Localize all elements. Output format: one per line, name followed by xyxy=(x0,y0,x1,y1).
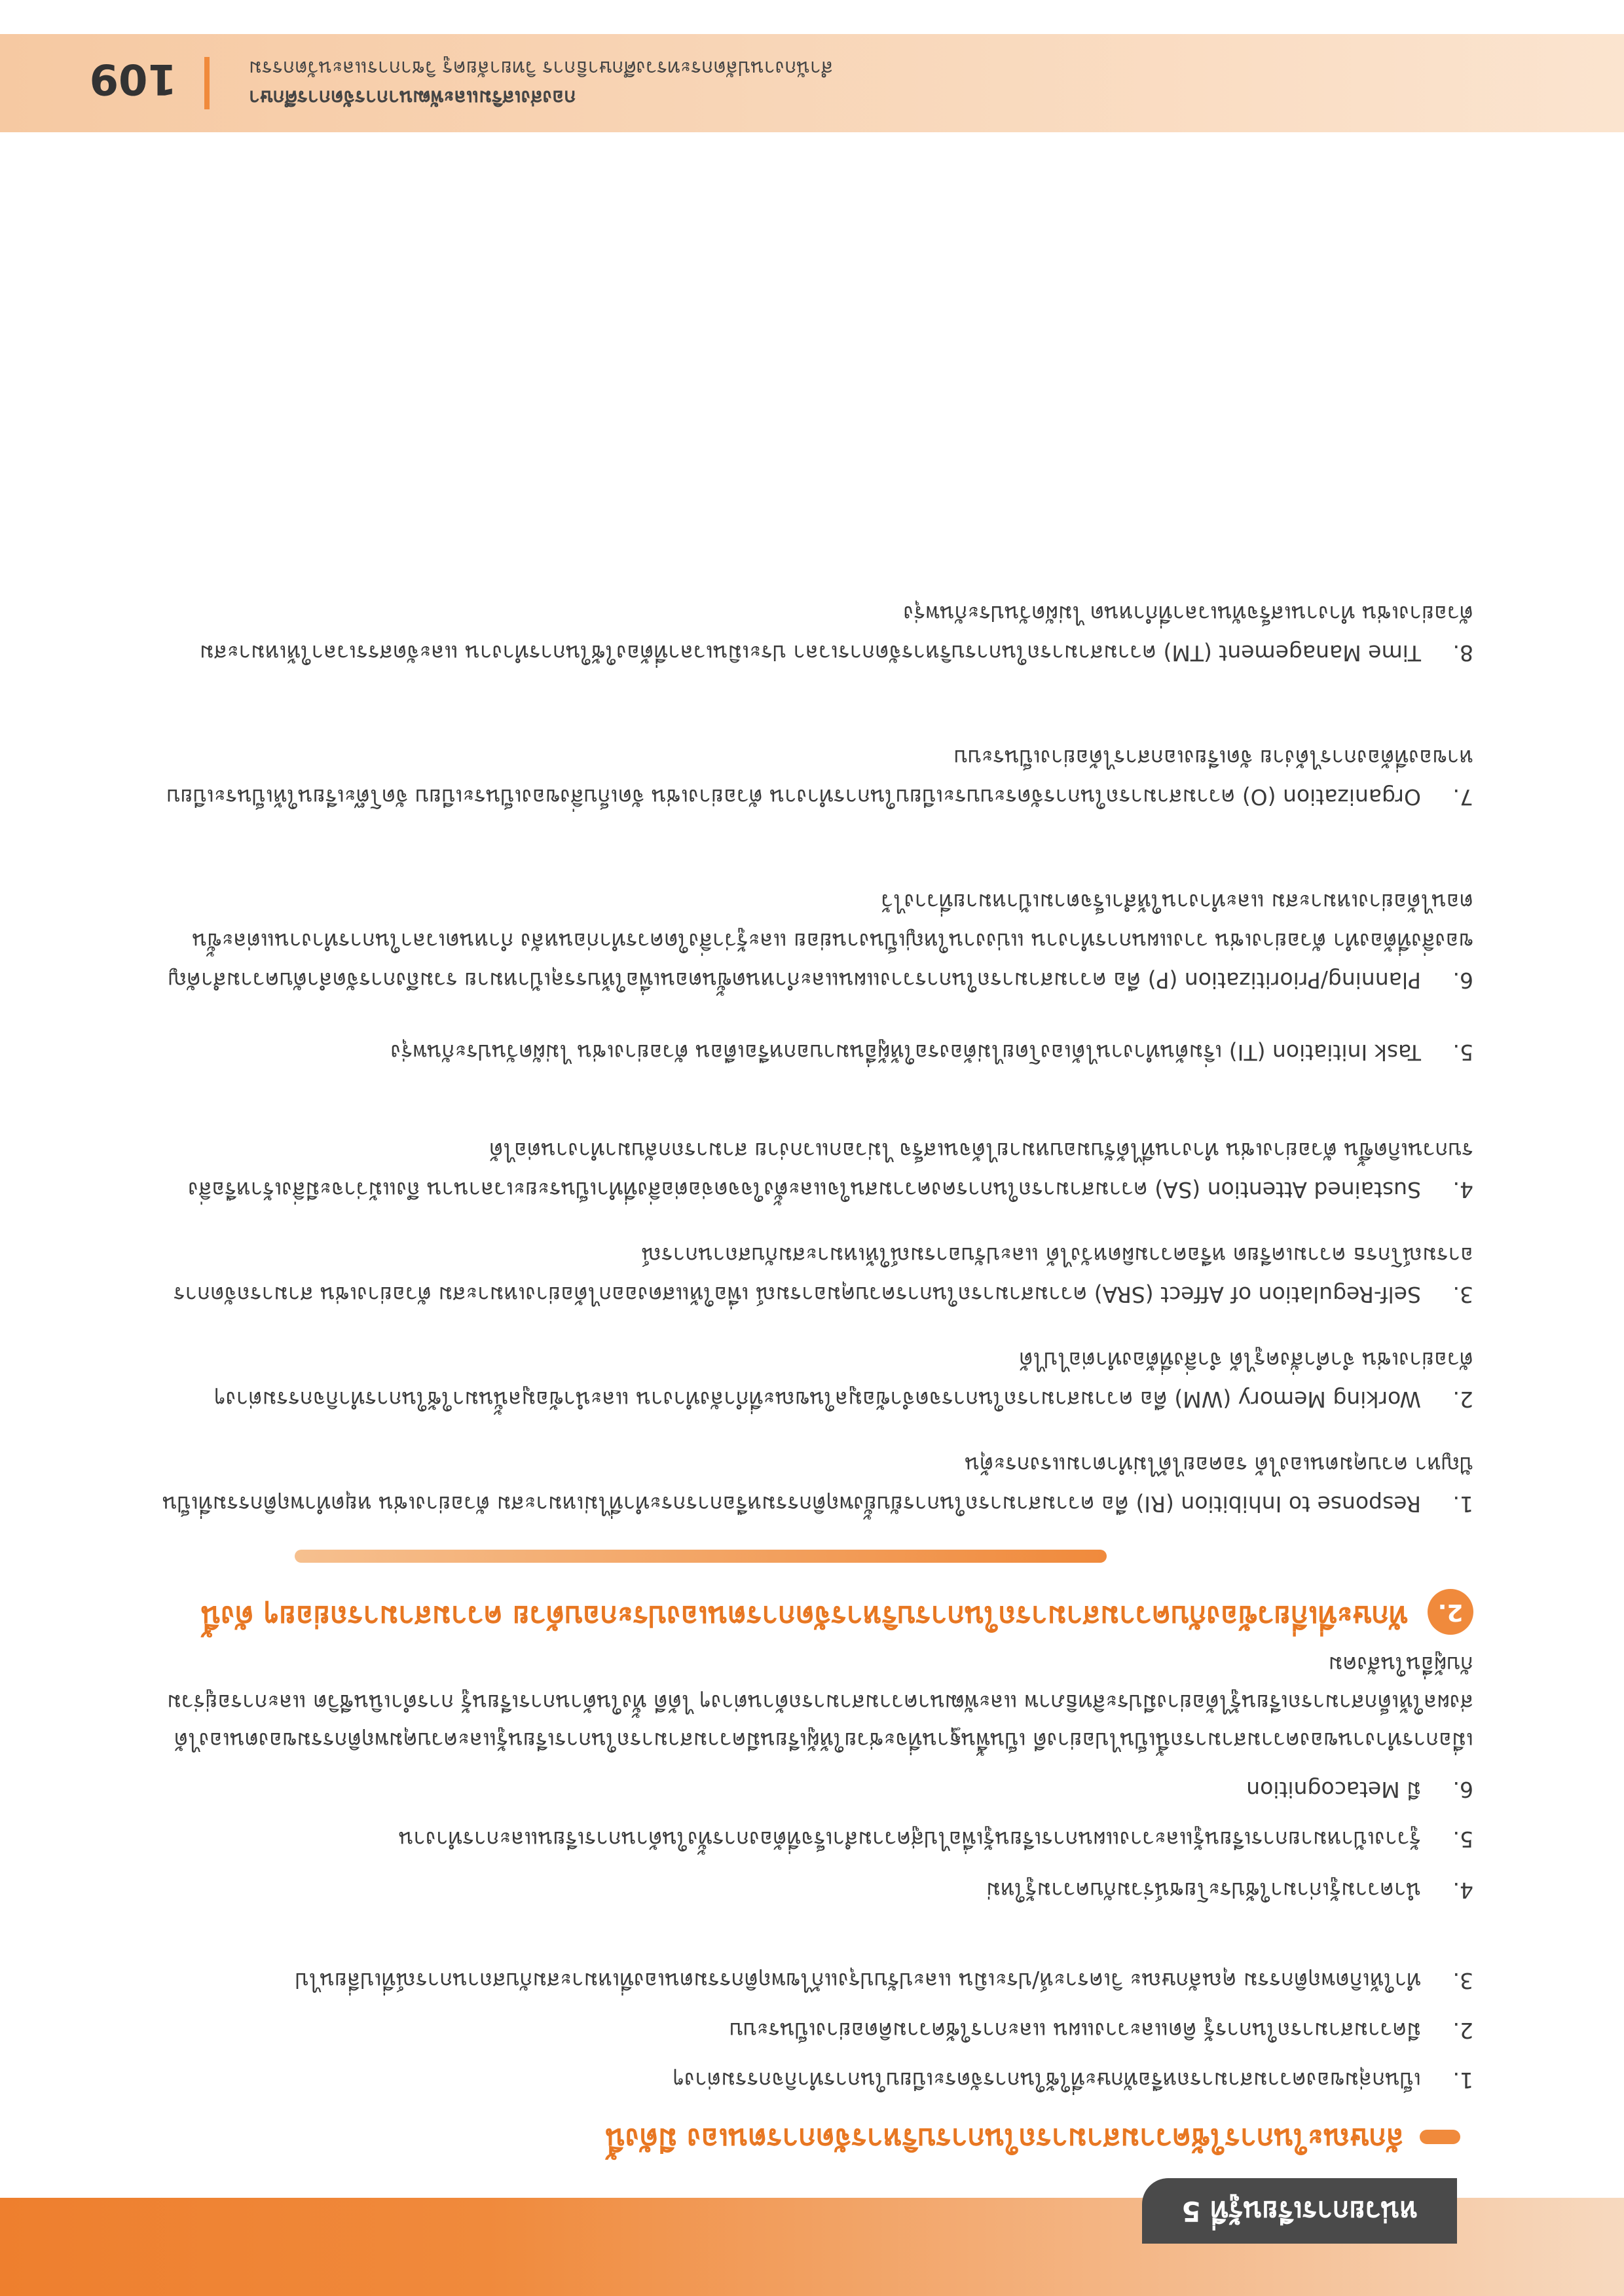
item-text: มี Metacognition xyxy=(1246,1777,1421,1802)
heading-bullet xyxy=(1420,2130,1460,2144)
item-number: 5. xyxy=(1452,1040,1473,1065)
s1-item-4 xyxy=(151,1870,1473,1910)
item-text: Response to Inhibition (RI) คือ ความสามารถในการยับยั้งพฤติกรรมหรือการกระทำที่ไม่เหมาะสม ตัวอย่างเช่น หยุดทำพฤติกรรมที่เป็นปัญหา ควบคุมตนเองได้ รอคอยได้ไม่ทำตามแรงกระตุ้น xyxy=(162,1452,1473,1517)
item-text: นำความรู้เก่ามาใช้ประโยชน์ร่วมกับความรู้ใหม่ xyxy=(986,1878,1421,1903)
item-text: Organization (O) ความสามารถในการจัดระบบระเบียบในการทำงาน ตัวอย่างเช่น จัดเก็บสิ่งของเป็นระเบียบ จัดโต๊ะเรียนให้เป็นระเบียบ หาของที่ต้องการได้ง่าย จัดเรียงเอกสารได้อย่างเป็นระบบ xyxy=(166,745,1473,810)
s2-item-7 xyxy=(151,738,1473,816)
s2-item-3 xyxy=(151,1235,1473,1314)
s2-item-5 xyxy=(151,1032,1473,1072)
s1-item-3 xyxy=(151,1961,1473,2000)
item-number: 6. xyxy=(1452,1777,1473,1802)
item-number: 1. xyxy=(1452,2068,1473,2093)
item-number: 8. xyxy=(1452,640,1473,666)
section1-summary: เมื่อการทำงานของความสามารถนี้เป็นไปอย่างดี เป็นพื้นฐานที่จะช่วยให้ผู้เรียนมีความสามารถในการเรียนรู้และควบคุมพฤติกรรมของตนเองได้ ส่งผลให้เด็กสามารถเรียนรู้ได้อย่างมีประสิทธิภาพ และพัฒนาความสามารถด้านต่างๆ ได้ดี ทั้งในด้านการเรียนรู้ การดำเนินชีวิต และการอยู่ร่วมกับผู้อื่นในสังคม xyxy=(167,1652,1473,1753)
section1-heading-text: ลักษณะในการใช้ความสามารถในการบริหารจัดการตนเอง มีดังนี้ xyxy=(605,2122,1404,2155)
item-number: 3. xyxy=(1452,1282,1473,1307)
section1-heading xyxy=(65,2116,1460,2162)
section-number-badge: 2. xyxy=(1428,1589,1473,1635)
s2-item-2 xyxy=(151,1340,1473,1419)
s2-item-4 xyxy=(151,1131,1473,1209)
item-number: 4. xyxy=(1452,1177,1473,1203)
section2-title: ทักษะที่เกี่ยวข้องกับความสามารถในการบริหารจัดการตนเองประกอบด้วย ความสามารถย่อยๆ ดังนี้ xyxy=(201,1599,1408,1633)
unit-label: หน่วยการเรียนรู้ที่ 5 xyxy=(1143,2178,1458,2244)
item-number: 7. xyxy=(1452,784,1473,810)
item-text: Task Initiation (TI) เริ่มต้นทำงานได้เองโดยไม่ต้องรอให้ผู้อื่นมาบอกหรือเตือน ตัวอย่างเช่น ไม่ผัดวันประกันพรุ่ง xyxy=(390,1040,1421,1065)
page-divider xyxy=(204,57,210,109)
item-number: 3. xyxy=(1452,1968,1473,1994)
s1-item-2 xyxy=(151,2011,1473,2050)
item-text: Self-Regulation of Affect (SRA) ความสามารถในการควบคุมอารมณ์ เพื่อให้แสดงออกได้อย่างเหมาะสม ตัวอย่างเช่น สามารถจัดการอารมณ์โกรธ ความเครียด หรือความผิดหวังได้ และปรับอารมณ์ให้เหมาะสมกับสถานการณ์ xyxy=(173,1243,1473,1307)
running-header-line1: กองส่งเสริมและพัฒนาการจัดการศึกษา xyxy=(249,86,576,109)
s1-item-5 xyxy=(151,1819,1473,1859)
running-header-line2: สำนักงานปลัดกระทรวงศึกษาธิการ วิทยาลัยครู วิชาการและนวัตกรรม xyxy=(249,56,834,79)
s2-item-6 xyxy=(151,882,1473,1000)
page-number: 109 xyxy=(89,54,177,103)
item-number: 2. xyxy=(1452,2018,1473,2043)
item-number: 4. xyxy=(1452,1878,1473,1903)
item-text: Sustained Attention (SA) ความสามารถในการคงความสนใจและตั้งใจจดจ่อต่อสิ่งที่ทำเป็นระยะเวลานาน ถึงแม้ว่าจะมีสิ่งเร้าหรือสิ่งรบกวนเกิดขึ้น ตัวอย่างเช่น ทำงานที่ได้รับมอบหมายได้จนเสร็จ ไม่วอกแวกง่าย สามารถกลับมาทำงานต่อได้ xyxy=(188,1138,1473,1203)
footer-band xyxy=(0,34,1624,132)
item-number: 2. xyxy=(1452,1387,1473,1412)
item-text: Working Memory (WM) คือ ความสามารถในการจดจำข้อมูลในขณะที่กำลังทำงาน และนำข้อมูลนั้นมาใช้ในการทำกิจกรรมต่างๆ ตัวอย่างเช่น จำคำสั่งครูได้ จำสิ่งที่ต้องทำต่อไปได้ xyxy=(213,1347,1473,1412)
s1-item-6 xyxy=(151,1770,1473,1809)
item-text: ทำให้เกิดพฤติกรรม คุณลักษณะ วิเคราะห์/ประเมิน และปรับปรุงแก้ไขพฤติกรรมตนเองที่เหมาะสมกับสถานการณ์ที่เปลี่ยนไป xyxy=(295,1968,1421,1994)
item-number: 6. xyxy=(1452,968,1473,993)
section2-underline xyxy=(295,1550,1107,1563)
item-text: มีความสามารถในการรู้ คิดและวางแผน และการใช้ความคิดอย่างเป็นระบบ xyxy=(729,2018,1421,2043)
item-text: Time Management (TM) ความสามารถในการบริหารจัดการเวลา ประเมินเวลาที่ต้องใช้ในการทำงาน และจัดสรรเวลาให้เหมาะสม ตัวอย่างเช่น ทำงานเสร็จทันเวลาที่กำหนด ไม่ผัดวันประกันพรุ่ง xyxy=(199,601,1473,666)
s1-item-1 xyxy=(151,2060,1473,2100)
s2-item-1 xyxy=(151,1445,1473,1523)
s2-item-8 xyxy=(151,594,1473,672)
item-text: Planning/Prioritization (P) คือ ความสามารถในการวางแผนและกำหนดขั้นตอนเพื่อให้บรรลุเป้าหมาย รวมถึงการจัดลำดับความสำคัญของสิ่งที่ต้องทำ ตัวอย่างเช่น วางแผนการทำงาน แบ่งงานใหญ่เป็นงานย่อย และรู้ว่าสิ่งใดควรทำก่อนหลัง กำหนดเวลาในการทำงานแต่ละขั้นตอนได้อย่างเหมาะสม และทำงานให้สำเร็จตามเป้าหมายที่วางไว้ xyxy=(168,889,1473,993)
item-text: รู้วางเป้าหมายการเรียนรู้และวางแผนการเรียนรู้เพื่อไปสู่ความสำเร็จที่ต้องการทั้งในด้านการเรียนและการทำงาน xyxy=(398,1827,1421,1852)
item-number: 1. xyxy=(1452,1491,1473,1517)
item-text: เป็นกลุ่มของความสามารถหรือทักษะที่ใช้ในการจัดระเบียบในการทำกิจกรรมต่างๆ xyxy=(673,2068,1421,2093)
item-number: 5. xyxy=(1452,1827,1473,1852)
